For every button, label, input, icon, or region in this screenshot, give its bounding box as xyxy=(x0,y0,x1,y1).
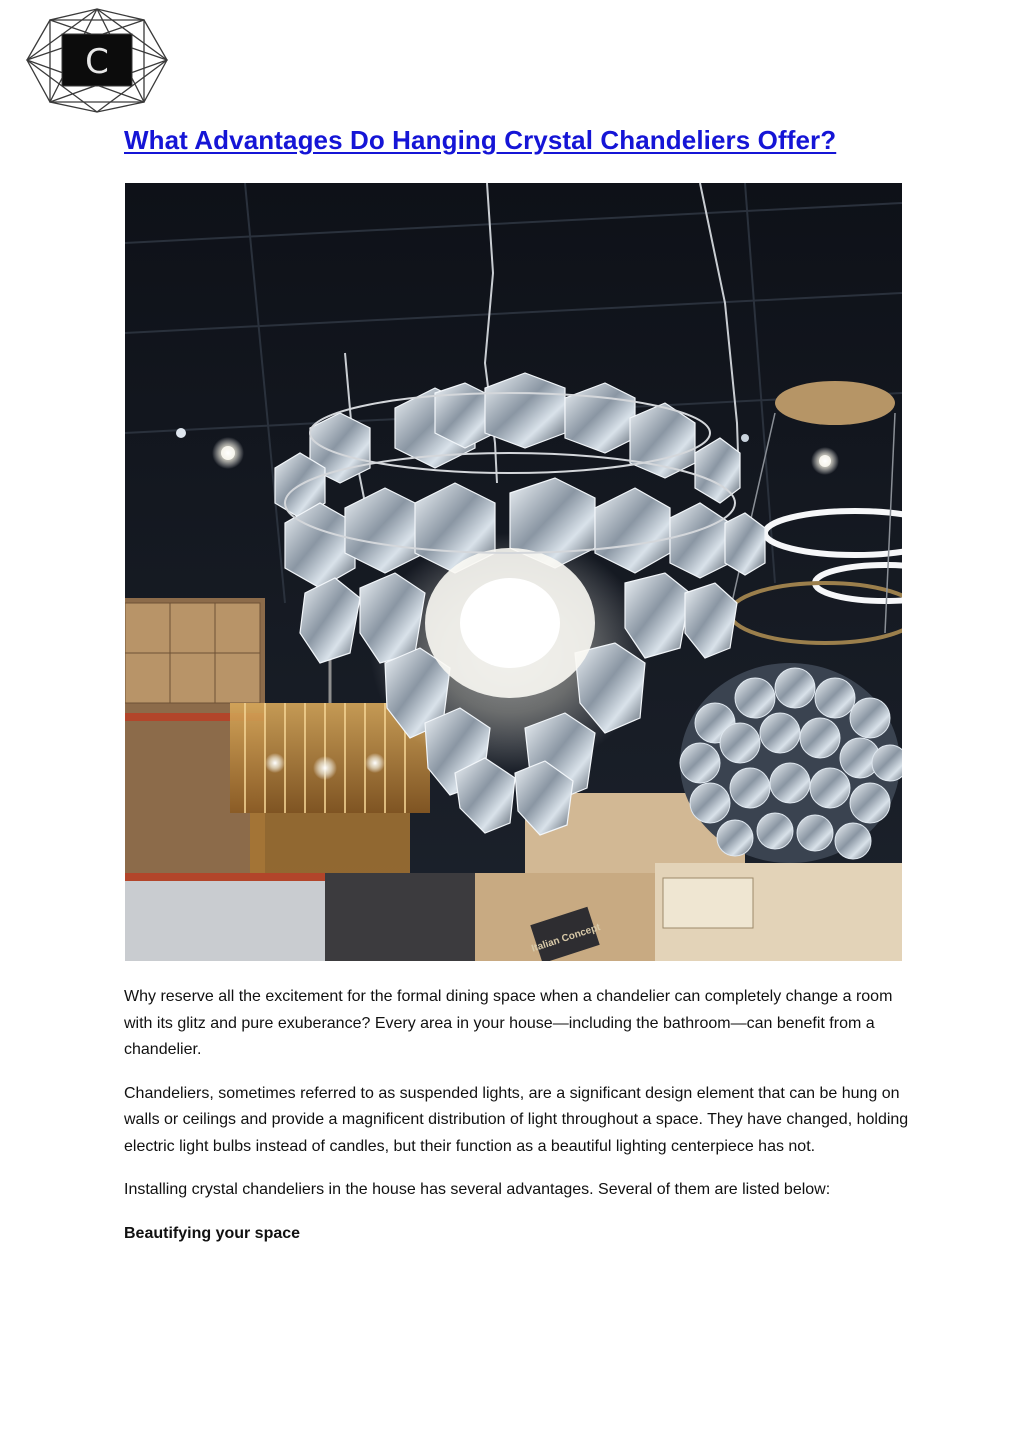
brand-logo[interactable] xyxy=(24,6,170,114)
paragraph: Chandeliers, sometimes referred to as suspended lights, are a significant design element that can be hung on walls or ceilings and provide a magnificent distribution of light throughout a space. They have changed, holding electric light bulbs instead of candles, but their function as a beautiful lighting centerpiece has not. xyxy=(124,1084,909,1155)
article-body xyxy=(124,984,909,1264)
logo-letter: C xyxy=(85,42,109,82)
chandelier-photo xyxy=(125,183,902,961)
page-title[interactable]: What Advantages Do Hanging Crystal Chandeliers Offer? xyxy=(124,125,837,155)
paragraph: Why reserve all the excitement for the formal dining space when a chandelier can completely change a room with its glitz and pure exuberance? Every area in your house—including the bathroom—can benefit from a chandelier. xyxy=(124,988,893,1058)
section-subheading: Beautifying your space xyxy=(124,1224,301,1242)
box-brand-label: Italian Concept xyxy=(530,922,602,955)
geometric-crystal-logo-icon xyxy=(24,6,170,114)
paragraph: Installing crystal chandeliers in the house has several advantages. Several of them are listed below: xyxy=(124,1181,831,1198)
